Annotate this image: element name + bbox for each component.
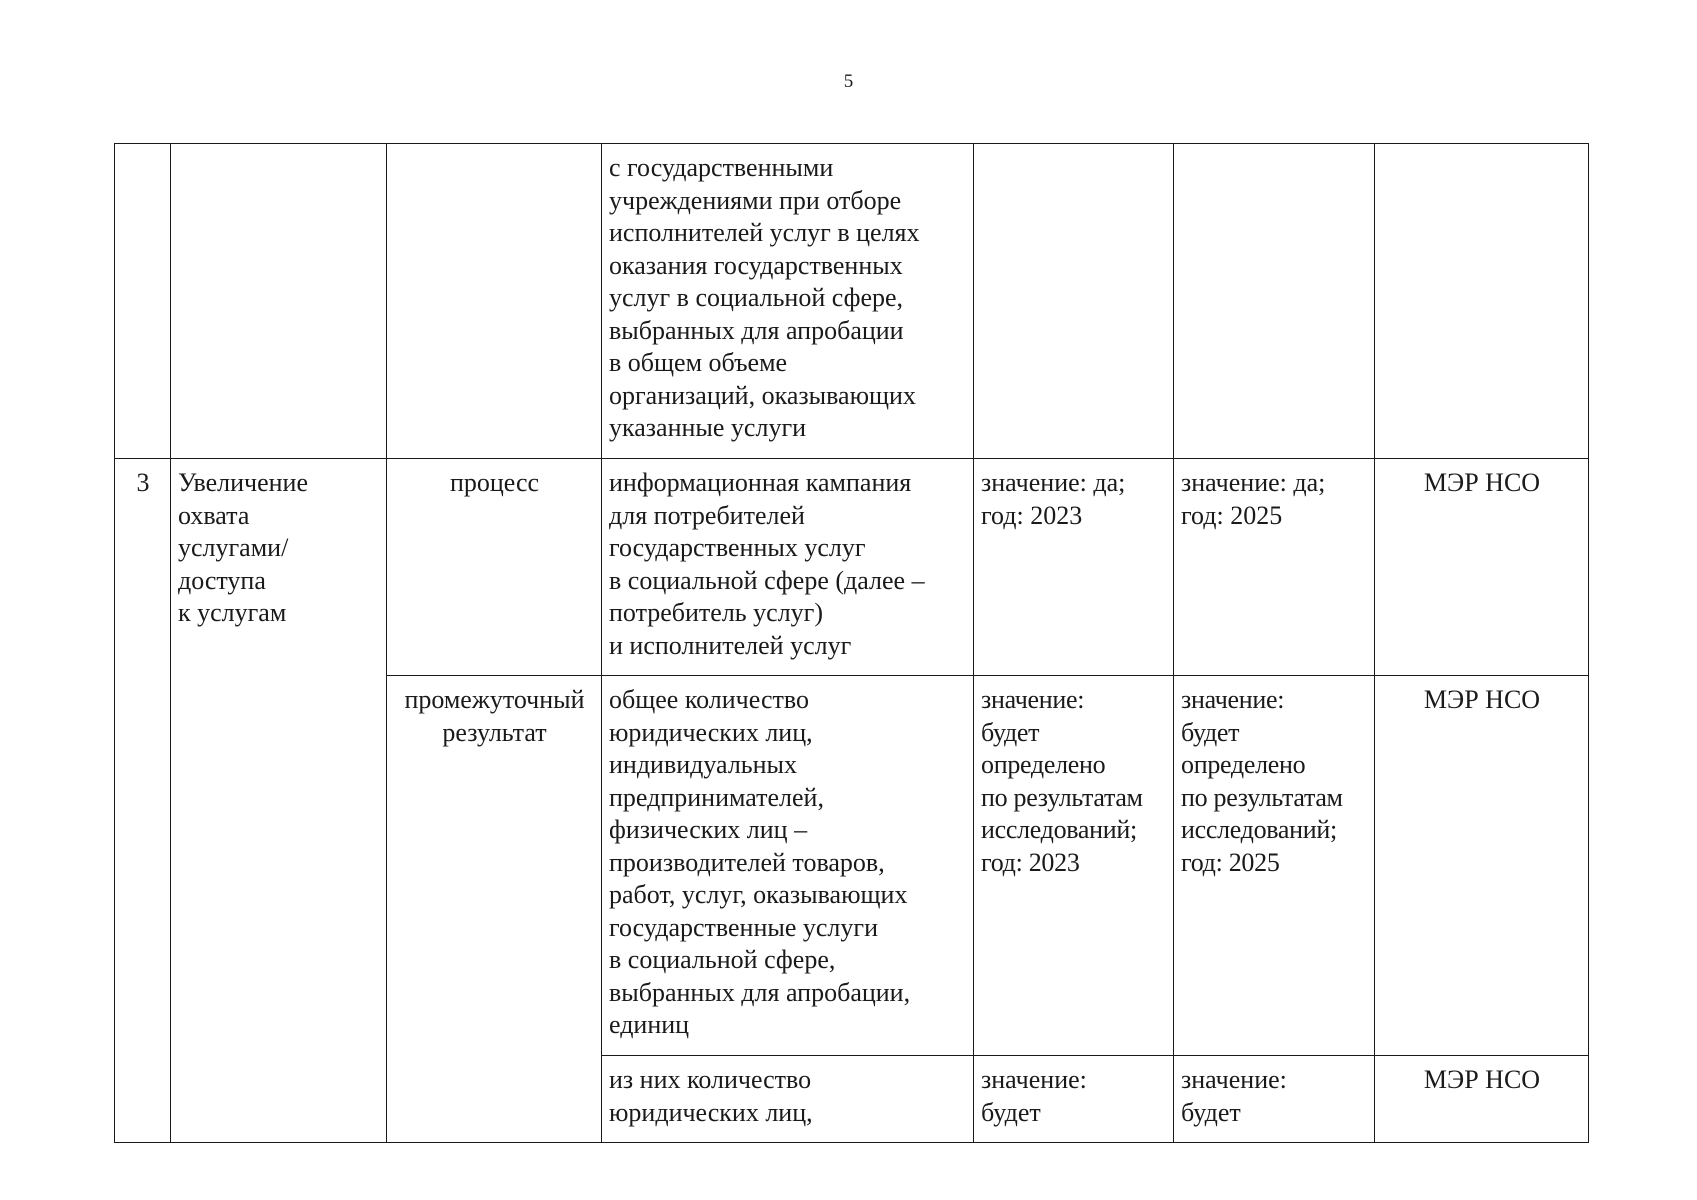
table-row (115, 144, 1589, 459)
table-cell-indicator: общее количество юридических лиц, индивидуальных предпринимателей, физических лиц – производителей товаров, работ, услуг, оказывающих государственные услуги в социальной сфере, выбранных для апробации, единиц (602, 676, 974, 1056)
table-cell-base-value: значение: будет (974, 1056, 1174, 1143)
table-cell-responsible: МЭР НСО (1375, 459, 1589, 676)
table-cell-num (115, 144, 171, 459)
table-cell-target-value: значение: будет (1174, 1056, 1375, 1143)
table-cell-responsible: МЭР НСО (1375, 676, 1589, 1056)
table-cell-goal (171, 144, 387, 459)
table-cell-stage (387, 144, 602, 459)
table-cell-indicator: с государственными учреждениями при отборе исполнителей услуг в целях оказания государственных услуг в социальной сфере, выбранных для апробации в общем объеме организаций, оказывающих указанные услуги (602, 144, 974, 459)
table-cell-stage: промежуточный результат (387, 676, 602, 1143)
table-row (115, 459, 1589, 676)
table-cell-indicator: информационная кампания для потребителей государственных услуг в социальной сфере (далее – потребитель услуг) и исполнителей услуг (602, 459, 974, 676)
page-number: 5 (843, 71, 854, 92)
indicators-table (114, 143, 1589, 1143)
table-cell-target-value (1174, 144, 1375, 459)
table-cell-indicator: из них количество юридических лиц, (602, 1056, 974, 1143)
table-cell-target-value: значение: да; год: 2025 (1174, 459, 1375, 676)
table-cell-base-value: значение: да; год: 2023 (974, 459, 1174, 676)
table-cell-num: 3 (115, 459, 171, 1143)
table-cell-responsible: МЭР НСО (1375, 1056, 1589, 1143)
table-cell-responsible (1375, 144, 1589, 459)
table-cell-target-value: значение: будет определено по результатам исследований; год: 2025 (1174, 676, 1375, 1056)
table-cell-goal: Увеличение охвата услугами/ доступа к услугам (171, 459, 387, 1143)
table-cell-base-value: значение: будет определено по результатам исследований; год: 2023 (974, 676, 1174, 1056)
table-cell-stage: процесс (387, 459, 602, 676)
table-cell-base-value (974, 144, 1174, 459)
